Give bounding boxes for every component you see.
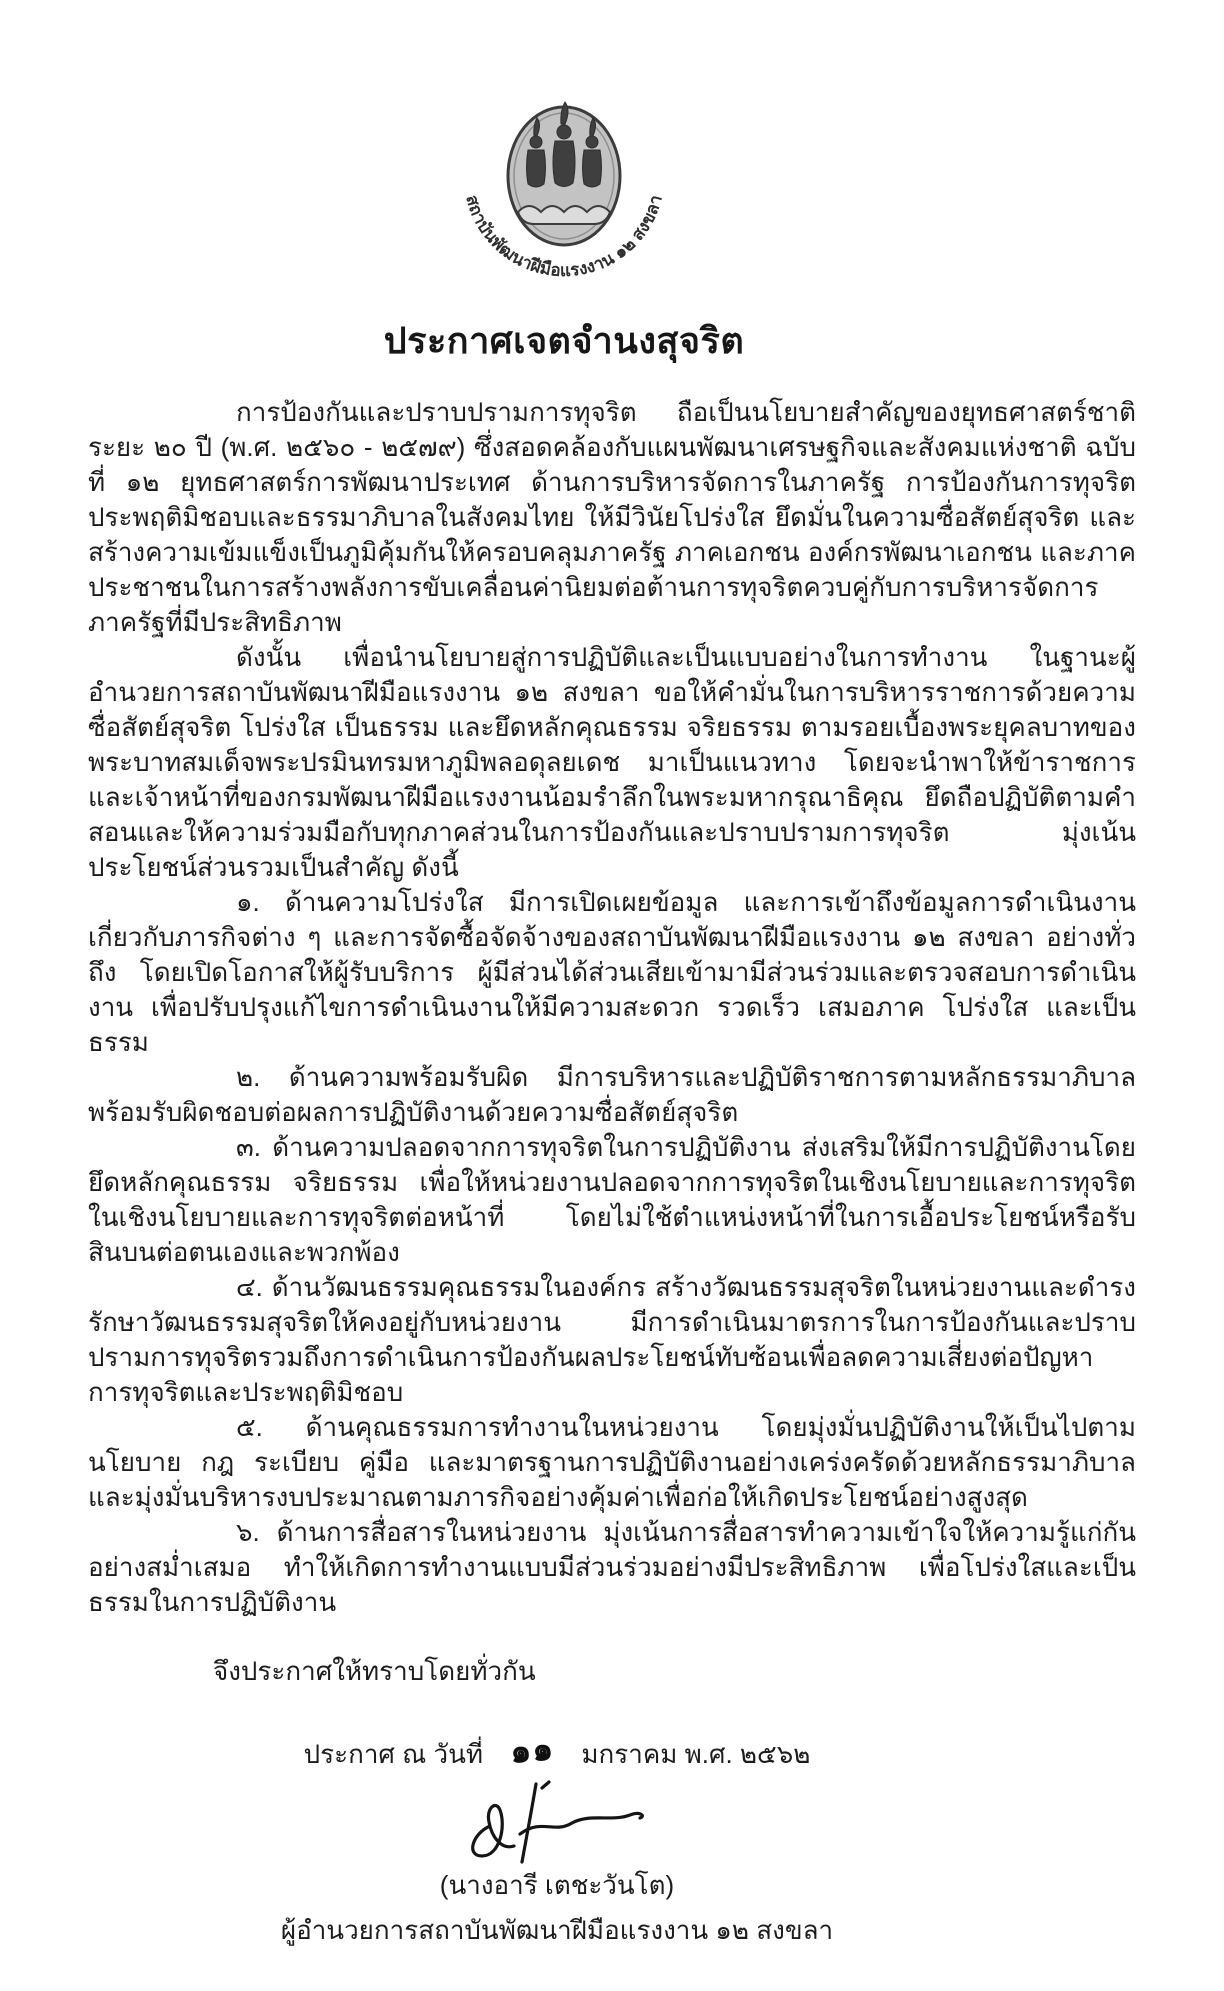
paragraph-item-4: ๔. ด้านวัฒนธรรมคุณธรรมในองค์กร สร้างวัฒนธรรมสุจริตในหน่วยงานและดำรงรักษาวัฒนธรรมสุจริตให้คงอยู่กับหน่วยงาน มีการดำเนินมาตรการในการป้องกันและปราบปรามการทุจริตรวมถึงการดำเนินการป้องกันผลประโยชน์ทับซ้อนเพื่อลดความเสี่ยงต่อปัญหาการทุจริตและประพฤติมิชอบ — [88, 1272, 1136, 1407]
signer-position: ผู้อำนวยการสถาบันพัฒนาฝีมือแรงงาน ๑๒ สงขลา — [280, 1915, 834, 1945]
document-body — [88, 395, 1136, 1689]
page-title: ประกาศเจตจำนงสุจริต — [383, 320, 745, 361]
paragraph-item-3: ๓. ด้านความปลอดจากการทุจริตในการปฏิบัติงาน ส่งเสริมให้มีการปฏิบัติงานโดยยึดหลักคุณธรรม จริยธรรม เพื่อให้หน่วยงานปลอดจากการทุจริตในเชิงนโยบายและการทุจริตในเชิงนโยบายและการทุจริตต่อหน้าที่ โดยไม่ใช้ตำแหน่งหน้าที่ในการเอื้อประโยชน์หรือรับสินบนต่อตนเองและพวกพ้อง — [88, 1132, 1136, 1267]
promulgation-prefix: ประกาศ ณ วันที่ — [303, 1739, 483, 1769]
institute-seal-icon — [394, 96, 734, 308]
signer-name: (นางอารี เตชะวันโต) — [439, 1870, 675, 1900]
signature-area — [0, 1776, 1169, 1871]
paragraph-item-5: ๕. ด้านคุณธรรมการทำงานในหน่วยงาน โดยมุ่งมั่นปฏิบัติงานให้เป็นไปตามนโยบาย กฎ ระเบียบ คู่มือ และมาตรฐานการปฏิบัติงานอย่างเคร่งครัดด้วยหลักธรรมาภิบาล และมุ่งมั่นบริหารงบประมาณตามภารกิจอย่างคุ้มค่าเพื่อก่อให้เกิดประโยชน์อย่างสูงสุด — [88, 1412, 1136, 1512]
seal-header — [0, 0, 1176, 308]
signature-mark-icon — [452, 1776, 662, 1864]
closing-statement: จึงประกาศให้ทราบโดยทั่วกัน — [213, 1656, 536, 1686]
paragraph-intro-2: ดังนั้น เพื่อนำนโยบายสู่การปฏิบัติและเป็นแบบอย่างในการทำงาน ในฐานะผู้อำนวยการสถาบันพัฒนาฝีมือแรงงาน ๑๒ สงขลา ขอให้คำมั่นในการบริหารราชการด้วยความซื่อสัตย์สุจริต โปร่งใส เป็นธรรม และยึดหลักคุณธรรม จริยธรรม ตามรอยเบื้องพระยุคลบาทของพระบาทสมเด็จพระปรมินทรมหาภูมิพลอดุลยเดช มาเป็นแนวทาง โดยจะนำพาให้ข้าราชการและเจ้าหน้าที่ของกรมพัฒนาฝีมือแรงงานน้อมรำลึกในพระมหากรุณาธิคุณ ยึดถือปฏิบัติตามคำสอนและให้ความร่วมมือกับทุกภาคส่วนในการป้องกันและปราบปรามการทุจริต มุ่งเน้นประโยชน์ส่วนรวมเป็นสำคัญ ดังนี้ — [88, 642, 1136, 882]
promulgation-line — [0, 1725, 1169, 1778]
paragraph-item-1: ๑. ด้านความโปร่งใส มีการเปิดเผยข้อมูล และการเข้าถึงข้อมูลการดำเนินงานเกี่ยวกับภารกิจต่าง ๆ และการจัดซื้อจัดจ้างของสถาบันพัฒนาฝีมือแรงงาน ๑๒ สงขลา อย่างทั่วถึง โดยเปิดโอกาสให้ผู้รับบริการ ผู้มีส่วนได้ส่วนเสียเข้ามามีส่วนร่วมและตรวจสอบการดำเนินงาน เพื่อปรับปรุงแก้ไขการดำเนินงานให้มีความสะดวก รวดเร็ว เสมอภาค โปร่งใส และเป็นธรรม — [88, 887, 1136, 1057]
paragraph-item-6: ๖. ด้านการสื่อสารในหน่วยงาน มุ่งเน้นการสื่อสารทำความเข้าใจให้ความรู้แก่กันอย่างสม่ำเสมอ ทำให้เกิดการทำงานแบบมีส่วนร่วมอย่างมีประสิทธิภาพ เพื่อโปร่งใสและเป็นธรรมในการปฏิบัติงาน — [88, 1517, 1136, 1617]
promulgation-block — [0, 1725, 1169, 1951]
handwritten-day: ๑๑ — [508, 1729, 556, 1770]
paragraph-intro-1: การป้องกันและปราบปรามการทุจริต ถือเป็นนโยบายสำคัญของยุทธศาสตร์ชาติ ระยะ ๒๐ ปี (พ.ศ. ๒๕๖๐ - ๒๕๗๙) ซึ่งสอดคล้องกับแผนพัฒนาเศรษฐกิจและสังคมแห่งชาติ ฉบับที่ ๑๒ ยุทธศาสตร์การพัฒนาประเทศ ด้านการบริหารจัดการในภาครัฐ การป้องกันการทุจริตประพฤติมิชอบและธรรมาภิบาลในสังคมไทย ให้มีวินัยโปร่งใส ยึดมั่นในความซื่อสัตย์สุจริต และสร้างความเข้มแข็งเป็นภูมิคุ้มกันให้ครอบคลุมภาครัฐ ภาคเอกชน องค์กรพัฒนาเอกชน และภาคประชาชนในการสร้างพลังการขับเคลื่อนค่านิยมต่อต้านการทุจริตควบคู่กับการบริหารจัดการภาครัฐที่มีประสิทธิภาพ — [88, 397, 1136, 637]
paragraph-item-2: ๒. ด้านความพร้อมรับผิด มีการบริหารและปฏิบัติราชการตามหลักธรรมาภิบาลพร้อมรับผิดชอบต่อผลการปฏิบัติงานด้วยความซื่อสัตย์สุจริต — [88, 1062, 1136, 1127]
promulgation-suffix: มกราคม พ.ศ. ๒๕๖๒ — [581, 1739, 811, 1769]
seal-curved-text: สถาบันพัฒนาฝีมือแรงงาน ๑๒ สงขลา — [462, 192, 666, 281]
